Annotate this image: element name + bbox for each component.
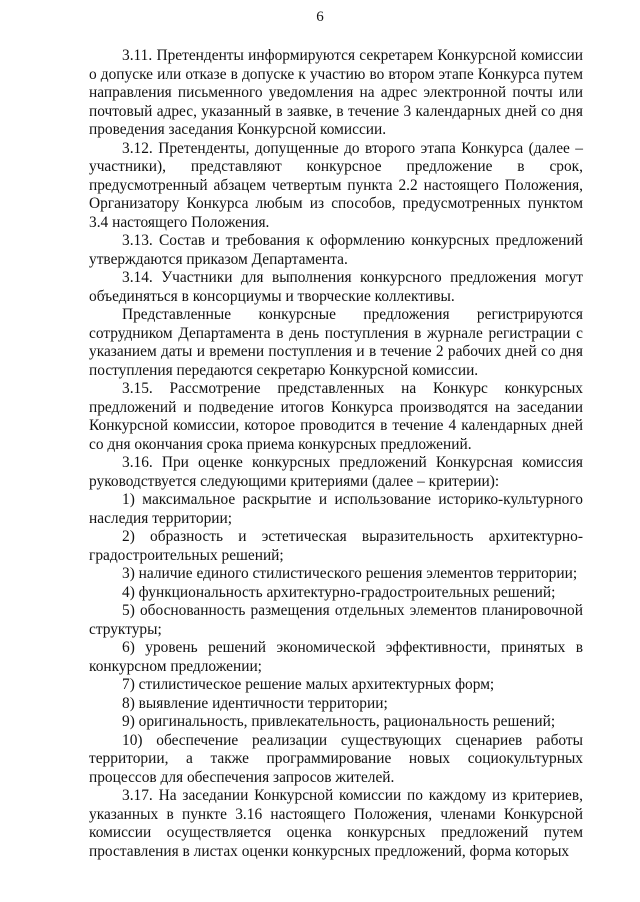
criterion-item: 6) уровень решений экономической эффективности, принятых в конкурсном предложении; [89,639,583,675]
page-number: 6 [316,9,324,25]
criterion-item: 1) максимальное раскрытие и использование историко-культурного наследия территории; [89,491,583,527]
paragraph-3-13: 3.13. Состав и требования к оформлению конкурсных предложений утверждаются приказом Департамента. [89,232,583,268]
criterion-item: 7) стилистическое решение малых архитектурных форм; [122,676,495,693]
paragraph-3-15: 3.15. Рассмотрение представленных на Конкурс конкурсных предложений и подведение итогов Конкурса производятся на заседании Конкурсной комиссии, которое проводится в течение 4 календарных дней со дня окончания срока приема конкурсных предложений. [89,380,583,453]
criterion-item: 8) выявление идентичности территории; [122,694,388,712]
paragraph-3-11: 3.11. Претенденты информируются секретарем Конкурсной комиссии о допуске или отказе в допуске к участию во втором этапе Конкурса путем направления письменного уведомления на адрес электронной почты или почтовый адрес, указанный в заявке, в течение 3 календарных дней со дня проведения заседания Конкурсной комиссии. [89,47,583,138]
paragraph-3-16: 3.16. При оценке конкурсных предложений Конкурсная комиссия руководствуется следующими критериями (далее – критерии): [89,454,583,490]
paragraph-3-14: 3.14. Участники для выполнения конкурсного предложения могут объединяться в консорциумы и творческие коллективы. [89,269,583,305]
paragraph-3-12: 3.12. Претенденты, допущенные до второго этапа Конкурса (далее – участники), представляют конкурсное предложение в срок, предусмотренный абзацем четвертым пункта 2.2 настоящего Положения, Организатору Конкурса любым из способов, предусмотренных пунктом 3.4 настоящего Положения. [89,139,583,231]
paragraph-registration: Представленные конкурсные предложения регистрируются сотрудником Департамента в день поступления в журнале регистрации с указанием даты и времени поступления и в течение 2 рабочих дней со дня поступления передаются секретарю Конкурсной комиссии. [89,306,583,379]
criterion-item: 10) обеспечение реализации существующих сценариев работы территории, а также программирование новых социокультурных процессов для обеспечения запросов жителей. [89,731,583,786]
criterion-item: 3) наличие единого стилистического решения элементов территории; [122,565,578,582]
criterion-item: 2) образность и эстетическая выразительность архитектурно-градостроительных решений; [89,528,583,564]
criterion-item: 4) функциональность архитектурно-градостроительных решений; [122,583,556,601]
criterion-item: 5) обоснованность размещения отдельных элементов планировочной структуры; [89,602,583,638]
paragraph-3-17: 3.17. На заседании Конкурсной комиссии по каждому из критериев, указанных в пункте 3.16 настоящего Положения, членами Конкурсной комиссии осуществляется оценка конкурсных предложений путем проставления в листах оценки конкурсных предложений, форма которых [89,787,583,860]
criterion-item: 9) оригинальность, привлекательность, рациональность решений; [122,713,556,730]
document-body [89,47,583,861]
